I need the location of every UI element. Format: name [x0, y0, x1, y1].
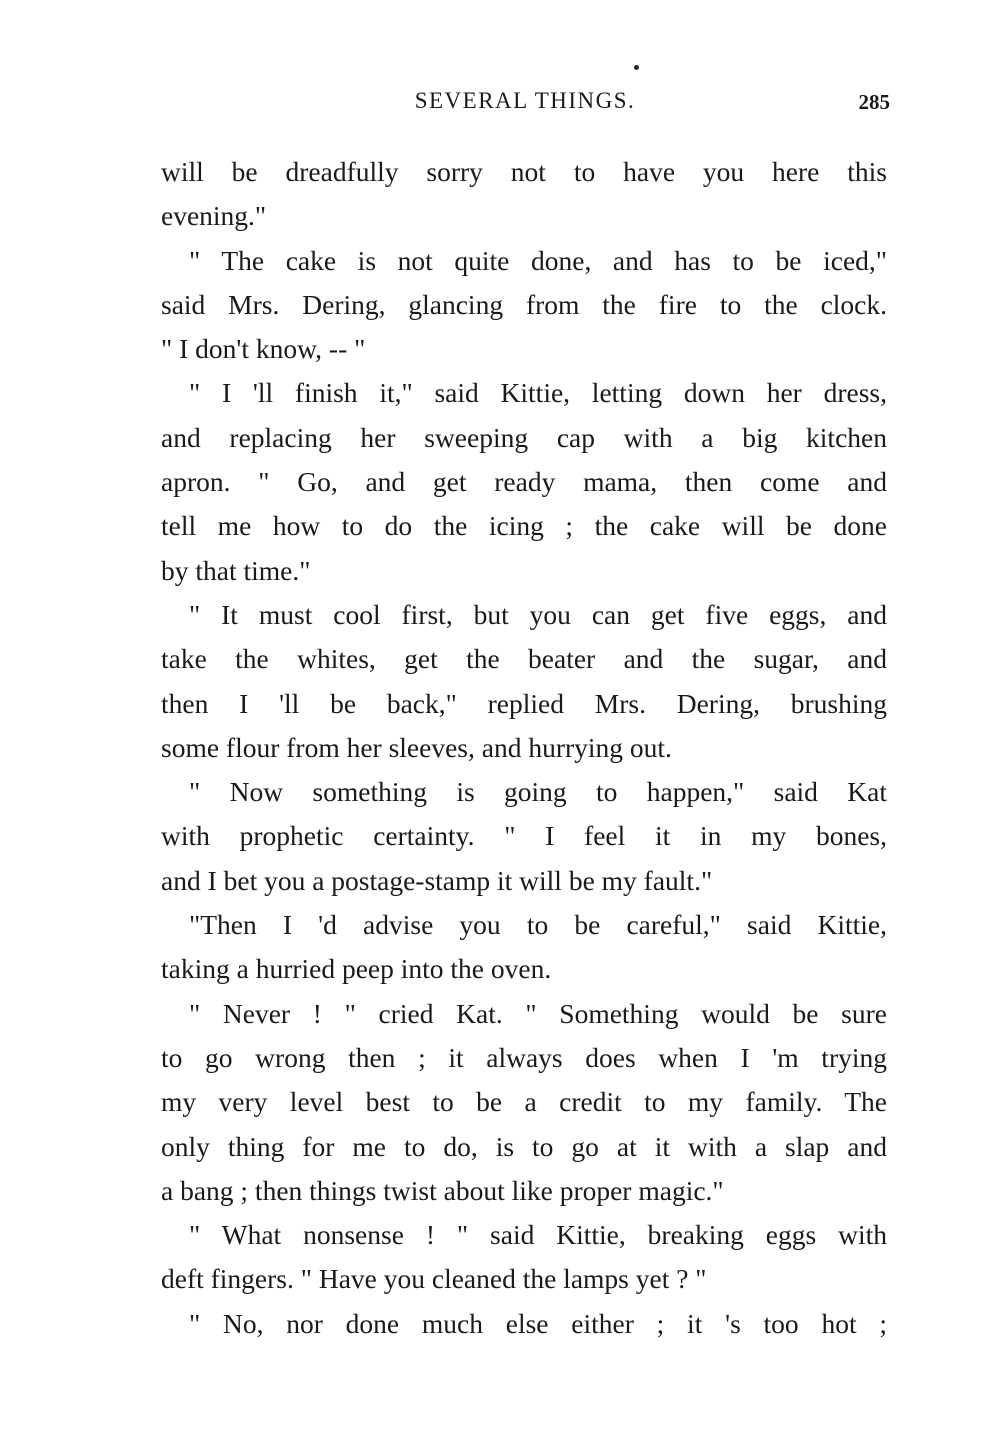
text-line: and I bet you a postage-stamp it will be my fault.": [161, 864, 713, 896]
text-line: taking a hurried peep into the oven.: [161, 953, 552, 985]
text-line: with prophetic certainty. " I feel it in my bones,: [161, 820, 887, 852]
text-line: " I don't know, -- ": [161, 333, 366, 365]
text-line: tell me how to do the icing ; the cake will be done: [161, 510, 887, 542]
text-line: my very level best to be a credit to my family. The: [161, 1086, 887, 1118]
page-number: 285: [858, 90, 890, 114]
text-line: a bang ; then things twist about like proper magic.": [161, 1174, 724, 1206]
text-line: apron. " Go, and get ready mama, then come and: [161, 466, 887, 498]
text-line: only thing for me to do, is to go at it with a slap and: [161, 1130, 887, 1162]
ink-speck: [634, 65, 639, 70]
text-line: some flour from her sleeves, and hurrying out.: [161, 731, 672, 763]
text-line: " No, nor done much else either ; it 's too hot ;: [189, 1307, 887, 1339]
text-line: "Then I 'd advise you to be careful," said Kittie,: [189, 909, 887, 941]
text-line: " Now something is going to happen," said Kat: [189, 776, 887, 808]
text-line: " What nonsense ! " said Kittie, breaking eggs with: [189, 1219, 887, 1251]
text-line: deft fingers. " Have you cleaned the lamps yet ? ": [161, 1263, 707, 1295]
text-line: said Mrs. Dering, glancing from the fire to the clock.: [161, 288, 887, 320]
text-line: " The cake is not quite done, and has to be iced,": [189, 244, 887, 276]
text-line: to go wrong then ; it always does when I 'm trying: [161, 1041, 887, 1073]
running-title: SEVERAL THINGS.: [414, 88, 636, 113]
text-line: then I 'll be back," replied Mrs. Dering, brushing: [161, 687, 887, 719]
text-line: take the whites, get the beater and the sugar, and: [161, 643, 887, 675]
text-line: and replacing her sweeping cap with a big kitchen: [161, 421, 887, 453]
running-head: [160, 88, 890, 118]
text-line: evening.": [161, 200, 267, 232]
text-line: " Never ! " cried Kat. " Something would be sure: [189, 997, 887, 1029]
text-line: " It must cool first, but you can get five eggs, and: [189, 598, 887, 630]
body-text: [161, 150, 887, 1346]
text-line: by that time.": [161, 554, 311, 586]
text-line: " I 'll finish it," said Kittie, letting down her dress,: [189, 377, 887, 409]
text-line: will be dreadfully sorry not to have you here this: [161, 156, 887, 187]
